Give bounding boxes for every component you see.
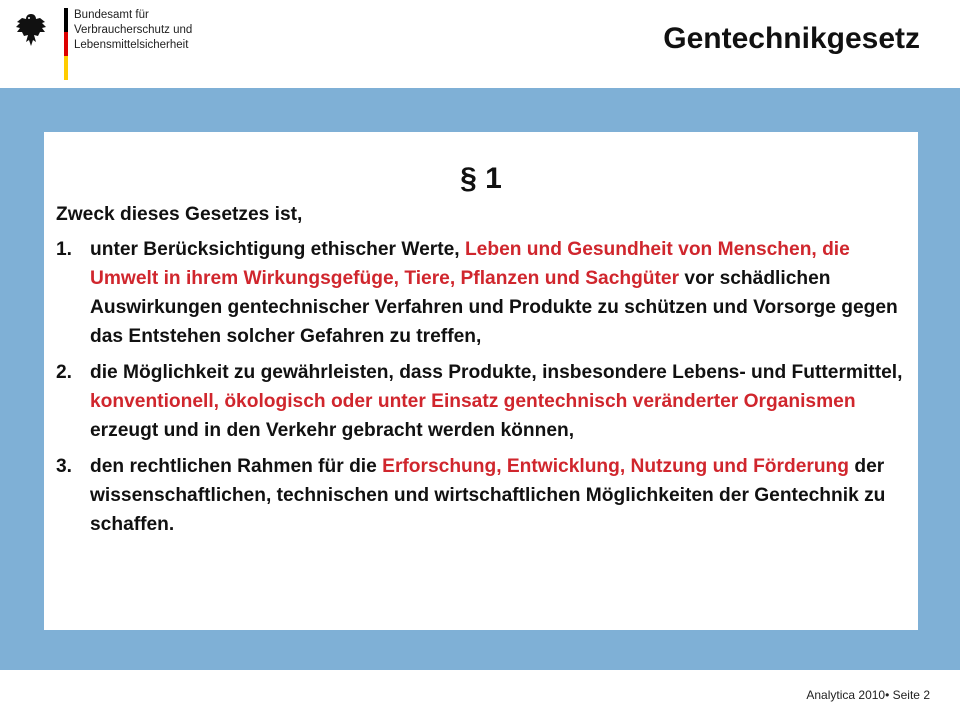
agency-line: Lebensmittelsicherheit [74,39,189,51]
item-highlight: konventionell, ökologisch oder unter Einsatz gentechnisch veränderter Organismen [90,391,856,412]
list-item [56,358,916,445]
agency-line: Bundesamt für [74,9,149,21]
content-panel [44,132,918,630]
agency-logo [14,8,194,78]
item-text: unter Berücksichtigung ethischer Werte, [90,239,465,260]
federal-eagle-icon [14,10,48,50]
agency-name [74,8,192,53]
item-highlight: Leben und Gesundheit von Menschen, die Umwelt in ihrem Wirkungsgefüge, Tiere, Pflanzen und Sachgüter [90,239,850,289]
section-heading: § 1 [460,162,502,195]
agency-line: Verbraucherschutz und [74,24,193,36]
list-item [56,235,916,351]
german-flag-stripe [64,8,68,80]
item-number: 1. [56,239,73,260]
item-text: erzeugt und in den Verkehr gebracht werden können, [90,420,575,441]
item-text: vor schädlichen Auswirkungen gentechnischer Verfahren und Produkte zu schützen und Vorsorge gegen das Entstehen solcher Gefahren zu treffen, [90,268,898,347]
item-number: 3. [56,456,73,477]
item-number: 2. [56,362,73,383]
slide-footer: Analytica 2010• Seite 2 [806,688,930,702]
list-item [56,452,916,539]
intro-line: Zweck dieses Gesetzes ist, [56,204,303,225]
item-text: die Möglichkeit zu gewährleisten, dass Produkte, insbesondere Lebens- und Futtermittel, [90,362,903,383]
item-highlight: Erforschung, Entwicklung, Nutzung und Förderung [382,456,850,477]
item-text: der wissenschaftlichen, technischen und wirtschaftlichen Möglichkeiten der Gentechnik zu schaffen. [90,456,886,535]
slide-title: Gentechnikgesetz [663,22,920,55]
item-text: den rechtlichen Rahmen für die [90,456,383,477]
law-text [56,200,916,546]
